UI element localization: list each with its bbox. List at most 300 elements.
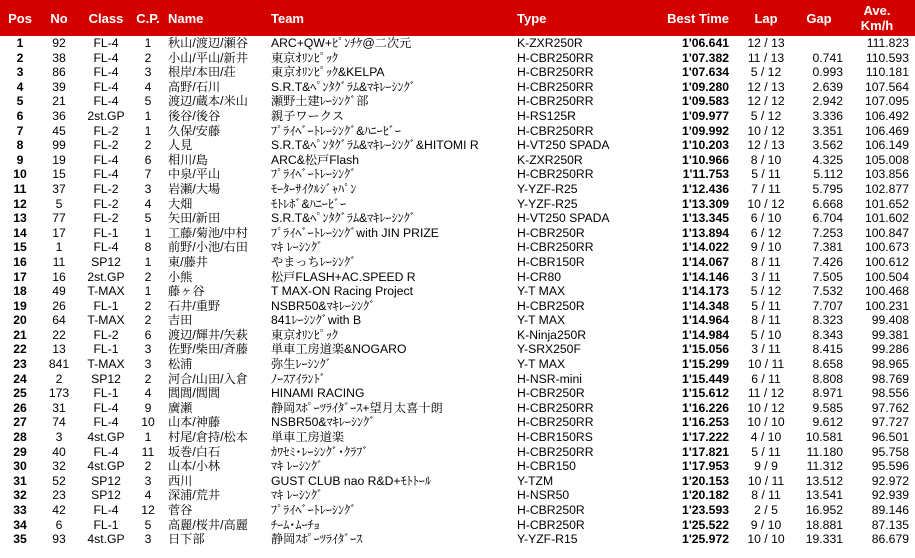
cell-class: SP12 <box>91 371 121 386</box>
cell-type: H-CBR150RS <box>517 430 593 445</box>
cell-gap: 7.426 <box>812 254 843 269</box>
cell-class: 4st.GP <box>87 532 125 547</box>
table-row <box>0 197 915 212</box>
cell-pos: 8 <box>16 138 24 153</box>
cell-class: FL-2 <box>93 138 119 153</box>
cell-no: 38 <box>52 50 66 65</box>
cell-best-time: 1'23.593 <box>682 503 729 517</box>
cell-pos: 24 <box>13 371 27 386</box>
header-ave-speed <box>845 0 915 36</box>
cell-gap: 10.581 <box>805 430 843 445</box>
cell-cp: 3 <box>144 473 152 488</box>
cell-no: 52 <box>52 473 66 488</box>
table-row <box>0 182 915 197</box>
cell-type: H-CBR250RR <box>517 123 594 138</box>
cell-ave-speed: 96.501 <box>871 430 909 445</box>
cell-best-time: 1'15.056 <box>682 342 729 357</box>
table-row <box>0 51 915 66</box>
cell-gap: 2.942 <box>812 94 843 109</box>
cell-pos: 23 <box>13 357 27 372</box>
cell-gap: 0.741 <box>812 50 843 65</box>
cell-gap: 8.343 <box>812 327 843 342</box>
cell-best-time: 1'07.382 <box>682 50 729 65</box>
cell-team: GUST CLUB nao R&D+ﾓﾄﾄｰﾙ <box>271 473 431 488</box>
cell-name: 秋山/渡辺/瀬谷 <box>168 36 248 50</box>
table-row <box>0 532 915 547</box>
cell-best-time: 1'15.612 <box>682 386 729 401</box>
cell-team: 単車工房道楽&NOGARO <box>271 342 407 357</box>
table-row <box>0 372 915 387</box>
cell-no: 3 <box>55 430 63 445</box>
table-row <box>0 284 915 299</box>
cell-lap: 8 / 11 <box>751 313 781 328</box>
cell-team: ﾓｰﾀｰｻｲｸﾙｼﾞｬﾊﾟﾝ <box>271 181 357 196</box>
cell-type: K-ZXR250R <box>517 36 583 50</box>
cell-no: 19 <box>52 152 66 167</box>
cell-lap: 12 / 12 <box>747 94 785 109</box>
cell-gap: 8.658 <box>812 357 843 372</box>
cell-team: ﾏｷ ﾚｰｼﾝｸﾞ <box>271 459 324 474</box>
cell-ave-speed: 106.149 <box>864 138 909 153</box>
cell-pos: 21 <box>13 327 27 342</box>
cell-class: FL-1 <box>93 386 119 401</box>
cell-pos: 14 <box>13 225 27 240</box>
table-row <box>0 153 915 168</box>
cell-type: H-CBR250RR <box>517 65 594 80</box>
cell-pos: 16 <box>13 254 27 269</box>
cell-team: ARC&松戸Flash <box>271 152 360 167</box>
cell-class: FL-1 <box>93 517 119 532</box>
cell-class: 2st.GP <box>87 269 125 284</box>
cell-ave-speed: 87.135 <box>871 517 909 532</box>
cell-lap: 3 / 11 <box>751 269 781 284</box>
cell-team: 瀬野土建ﾚｰｼﾝｸﾞ部 <box>271 94 369 109</box>
cell-type: Y-TZM <box>517 473 554 488</box>
cell-name: 藤ヶ谷 <box>168 284 205 299</box>
cell-lap: 10 / 12 <box>747 123 785 138</box>
table-row <box>0 80 915 95</box>
cell-team: 親子ワークス <box>271 108 345 123</box>
cell-gap: 3.351 <box>812 123 843 138</box>
cell-gap: 13.541 <box>805 488 843 503</box>
cell-lap: 7 / 11 <box>751 181 781 196</box>
cell-gap: 6.668 <box>812 196 843 211</box>
cell-cp: 3 <box>144 65 152 80</box>
cell-class: FL-4 <box>93 240 119 255</box>
cell-cp: 4 <box>144 79 152 94</box>
cell-team: HINAMI RACING <box>271 386 365 401</box>
cell-lap: 6 / 11 <box>751 371 781 386</box>
cell-team: ﾁｰﾑ･ﾑｰﾁｮ <box>271 517 320 532</box>
cell-class: FL-2 <box>93 196 119 211</box>
cell-best-time: 1'25.522 <box>682 517 729 532</box>
cell-lap: 2 / 5 <box>754 503 778 517</box>
cell-class: 4st.GP <box>87 459 125 474</box>
table-row <box>0 474 915 489</box>
cell-class: FL-4 <box>93 400 119 415</box>
cell-team: ﾌﾟﾗｲﾍﾞｰﾄﾚｰｼﾝｸﾞ&ﾊﾆｰﾋﾞｰ <box>271 123 402 138</box>
cell-no: 32 <box>52 459 66 474</box>
cell-no: 5 <box>55 196 63 211</box>
cell-pos: 35 <box>13 532 27 547</box>
cell-best-time: 1'14.067 <box>682 254 729 269</box>
header-ave-line2: Km/h <box>860 18 894 33</box>
cell-name: 廣瀬 <box>168 400 193 415</box>
cell-type: H-CBR250RR <box>517 79 594 94</box>
cell-name: 工藤/菊池/中村 <box>168 225 248 240</box>
table-row <box>0 459 915 474</box>
cell-best-time: 1'07.634 <box>682 65 729 80</box>
table-row <box>0 211 915 226</box>
cell-type: H-CBR150 <box>517 459 576 474</box>
cell-lap: 10 / 12 <box>747 196 785 211</box>
cell-team: 東京ｵﾘﾝﾋﾟｯｸ <box>271 50 339 65</box>
cell-no: 74 <box>52 415 66 430</box>
cell-name: 小山/平山/新井 <box>168 50 248 65</box>
cell-lap: 5 / 12 <box>750 284 782 299</box>
cell-class: FL-4 <box>93 444 119 459</box>
cell-type: H-CBR150R <box>517 254 585 269</box>
cell-lap: 10 / 11 <box>747 357 785 372</box>
cell-lap: 4 / 10 <box>750 430 782 445</box>
cell-no: 39 <box>52 79 66 94</box>
cell-name: 佐野/柴田/斉藤 <box>168 342 248 357</box>
cell-class: FL-4 <box>93 36 119 50</box>
cell-team: ﾏｷ ﾚｰｼﾝｸﾞ <box>271 488 324 503</box>
cell-name: 河合/山田/入倉 <box>168 371 248 386</box>
cell-gap: 8.415 <box>812 342 843 357</box>
cell-ave-speed: 110.181 <box>865 65 909 80</box>
cell-pos: 29 <box>13 444 27 459</box>
cell-ave-speed: 103.856 <box>864 167 909 182</box>
cell-team: 静岡ｽﾎﾟｰﾂﾗｲﾀﾞｰｽ <box>271 532 363 547</box>
cell-best-time: 1'17.821 <box>682 444 729 459</box>
cell-class: FL-1 <box>93 225 119 240</box>
cell-ave-speed: 101.652 <box>864 196 909 211</box>
cell-class: FL-2 <box>93 327 119 342</box>
cell-lap: 10 / 12 <box>747 400 785 415</box>
cell-lap: 12 / 13 <box>747 36 785 50</box>
cell-type: Y-SRX250F <box>517 342 581 357</box>
cell-no: 37 <box>52 181 66 196</box>
cell-ave-speed: 107.095 <box>864 94 909 109</box>
cell-lap: 10 / 10 <box>747 415 785 430</box>
cell-cp: 1 <box>144 284 152 299</box>
cell-pos: 7 <box>16 123 24 138</box>
cell-no: 40 <box>52 444 66 459</box>
cell-pos: 15 <box>13 240 27 255</box>
cell-best-time: 1'15.299 <box>682 357 729 372</box>
cell-best-time: 1'20.182 <box>682 488 729 503</box>
cell-team: 単車工房道楽 <box>271 430 345 445</box>
cell-class: FL-1 <box>93 342 119 357</box>
header-pos: Pos <box>8 10 32 26</box>
table-body <box>0 36 915 547</box>
cell-cp: 3 <box>144 181 152 196</box>
cell-team: ﾓﾄﾚﾎﾞ&ﾊﾆｰﾋﾞｰ <box>271 196 347 211</box>
cell-team: ﾉｰｽｱｲﾗﾝﾄﾞ <box>271 371 326 386</box>
cell-lap: 8 / 11 <box>751 488 781 503</box>
cell-gap: 7.707 <box>812 298 843 313</box>
cell-pos: 26 <box>13 400 27 415</box>
cell-class: FL-4 <box>93 65 119 80</box>
cell-team: NSBR50&ﾏｷﾚｰｼﾝｸﾞ <box>271 415 376 430</box>
cell-pos: 12 <box>13 196 27 211</box>
cell-lap: 5 / 11 <box>751 298 781 313</box>
cell-ave-speed: 99.408 <box>871 313 909 328</box>
cell-team: ﾌﾟﾗｲﾍﾞｰﾄﾚｰｼﾝｸﾞ <box>271 503 357 517</box>
cell-class: SP12 <box>91 254 121 269</box>
table-row <box>0 313 915 328</box>
cell-name: 山本/小林 <box>168 459 221 474</box>
cell-no: 11 <box>52 254 66 269</box>
cell-lap: 6 / 10 <box>750 211 782 226</box>
cell-ave-speed: 98.556 <box>871 386 909 401</box>
cell-gap: 6.704 <box>812 211 843 226</box>
cell-name: 高野/石川 <box>168 79 221 94</box>
cell-cp: 5 <box>144 211 152 226</box>
cell-best-time: 1'20.153 <box>682 473 729 488</box>
cell-gap <box>795 36 845 51</box>
cell-cp: 4 <box>144 386 152 401</box>
cell-cp: 8 <box>144 240 152 255</box>
cell-pos: 27 <box>13 415 27 430</box>
cell-class: FL-2 <box>93 181 119 196</box>
cell-type: H-RS125R <box>517 108 576 123</box>
cell-ave-speed: 100.231 <box>864 298 909 313</box>
cell-cp: 5 <box>144 94 152 109</box>
header-name: Name <box>168 10 204 26</box>
cell-best-time: 1'13.345 <box>682 211 729 226</box>
cell-lap: 5 / 11 <box>751 167 781 182</box>
cell-team: ARC+QW+ﾋﾟﾝﾁｹ@二次元 <box>271 36 412 50</box>
cell-lap: 5 / 12 <box>750 65 782 80</box>
cell-best-time: 1'15.449 <box>682 371 729 386</box>
cell-type: Y-YZF-R15 <box>517 532 578 547</box>
cell-gap: 11.312 <box>806 459 843 474</box>
cell-cp: 11 <box>141 444 155 459</box>
cell-cp: 6 <box>144 327 152 342</box>
cell-pos: 19 <box>13 298 27 313</box>
cell-no: 45 <box>52 123 66 138</box>
table-header <box>0 0 915 36</box>
cell-pos: 17 <box>13 269 27 284</box>
cell-name: 村尾/倉持/松本 <box>168 430 248 445</box>
cell-pos: 30 <box>13 459 27 474</box>
cell-gap: 5.112 <box>813 167 843 182</box>
header-cp: C.P. <box>136 10 160 26</box>
cell-no: 26 <box>52 298 66 313</box>
cell-pos: 20 <box>13 313 27 328</box>
cell-lap: 11 / 13 <box>747 50 785 65</box>
cell-team: S.R.T&ﾍﾟﾝﾀｸﾞﾗﾑ&ﾏｷﾚｰｼﾝｸﾞ <box>271 79 416 94</box>
cell-ave-speed: 100.504 <box>864 269 909 284</box>
header-team: Team <box>271 10 304 26</box>
header-lap: Lap <box>754 10 778 26</box>
cell-name: 根岸/本田/荘 <box>168 65 236 80</box>
cell-lap: 3 / 11 <box>751 342 781 357</box>
cell-best-time: 1'14.146 <box>682 269 729 284</box>
cell-best-time: 1'09.992 <box>682 123 729 138</box>
cell-team: T MAX-ON Racing Project <box>271 284 414 299</box>
cell-name: 東/藤井 <box>168 254 208 269</box>
cell-name: 松浦 <box>168 357 193 372</box>
table-row <box>0 518 915 533</box>
cell-gap: 19.331 <box>805 532 843 547</box>
cell-ave-speed: 100.468 <box>864 284 909 299</box>
cell-gap: 9.585 <box>812 400 843 415</box>
cell-ave-speed: 97.727 <box>871 415 909 430</box>
cell-gap: 9.612 <box>812 415 843 430</box>
cell-ave-speed: 106.492 <box>864 108 909 123</box>
cell-ave-speed: 107.564 <box>864 79 909 94</box>
cell-name: 久保/安藤 <box>168 123 221 138</box>
cell-name: 前野/小池/右田 <box>168 240 248 255</box>
cell-best-time: 1'11.753 <box>682 167 729 182</box>
cell-no: 42 <box>52 503 66 517</box>
cell-ave-speed: 92.972 <box>871 473 909 488</box>
cell-type: H-CBR250R <box>517 386 585 401</box>
cell-lap: 5 / 12 <box>750 108 782 123</box>
cell-lap: 5 / 11 <box>751 444 781 459</box>
table-row <box>0 240 915 255</box>
table-row <box>0 430 915 445</box>
cell-type: K-ZXR250R <box>517 152 583 167</box>
cell-name: 菅谷 <box>168 503 193 517</box>
table-row <box>0 386 915 401</box>
header-gap: Gap <box>806 10 832 26</box>
cell-type: H-CR80 <box>517 269 562 284</box>
cell-best-time: 1'10.966 <box>682 152 729 167</box>
cell-no: 31 <box>52 400 66 415</box>
cell-ave-speed: 99.381 <box>871 327 909 342</box>
table-row <box>0 167 915 182</box>
cell-type: Y-YZF-R25 <box>517 181 578 196</box>
cell-ave-speed: 86.679 <box>871 532 909 547</box>
cell-gap: 7.505 <box>812 269 843 284</box>
cell-lap: 10 / 11 <box>747 473 785 488</box>
cell-best-time: 1'17.953 <box>682 459 729 474</box>
cell-cp: 10 <box>141 415 155 430</box>
cell-ave-speed: 101.602 <box>864 211 909 226</box>
cell-cp: 2 <box>144 371 152 386</box>
cell-name: 深浦/荒井 <box>168 488 221 503</box>
cell-type: Y-T MAX <box>517 357 566 372</box>
cell-pos: 6 <box>16 108 24 123</box>
cell-class: FL-4 <box>93 167 119 182</box>
cell-type: H-CBR250R <box>517 503 585 517</box>
cell-name: 人見 <box>168 138 193 153</box>
cell-best-time: 1'14.984 <box>682 327 729 342</box>
cell-gap: 11.180 <box>806 444 843 459</box>
cell-cp: 2 <box>144 313 152 328</box>
cell-class: FL-1 <box>93 298 119 313</box>
cell-best-time: 1'14.022 <box>682 240 729 255</box>
cell-class: T-MAX <box>87 313 125 328</box>
cell-ave-speed: 105.008 <box>864 152 909 167</box>
table-row <box>0 65 915 80</box>
cell-cp: 9 <box>144 400 152 415</box>
cell-ave-speed: 100.847 <box>864 225 909 240</box>
cell-pos: 22 <box>13 342 27 357</box>
cell-lap: 5 / 10 <box>750 327 782 342</box>
cell-gap: 7.532 <box>812 284 843 299</box>
cell-gap: 0.993 <box>812 65 843 80</box>
cell-type: H-CBR250RR <box>517 400 594 415</box>
cell-team: ｶﾜｾﾐ･ﾚｰｼﾝｸﾞ･ｸﾗﾌﾞ <box>271 444 369 459</box>
cell-no: 93 <box>52 532 66 547</box>
cell-cp: 2 <box>144 269 152 284</box>
cell-gap: 4.325 <box>812 152 843 167</box>
cell-lap: 9 / 10 <box>750 240 782 255</box>
cell-best-time: 1'10.203 <box>682 138 729 153</box>
cell-no: 1 <box>55 240 63 255</box>
cell-cp: 2 <box>144 298 152 313</box>
cell-ave-speed: 97.762 <box>871 400 909 415</box>
cell-lap: 6 / 12 <box>750 225 782 240</box>
table-row <box>0 415 915 430</box>
cell-class: 4st.GP <box>87 430 125 445</box>
cell-type: H-NSR50 <box>517 488 570 503</box>
cell-lap: 12 / 13 <box>747 138 785 153</box>
cell-no: 16 <box>52 269 66 284</box>
cell-type: Y-T MAX <box>517 284 566 299</box>
cell-cp: 7 <box>144 167 152 182</box>
table-row <box>0 401 915 416</box>
cell-name: 渡辺/蔵本/米山 <box>168 94 248 109</box>
cell-gap: 8.808 <box>812 371 843 386</box>
cell-pos: 25 <box>13 386 27 401</box>
cell-pos: 3 <box>16 65 24 80</box>
cell-type: H-CBR250RR <box>517 240 594 255</box>
cell-best-time: 1'14.964 <box>682 313 729 328</box>
cell-ave-speed: 111.823 <box>866 36 909 50</box>
cell-type: Y-YZF-R25 <box>517 196 578 211</box>
table-row <box>0 138 915 153</box>
cell-pos: 31 <box>13 473 27 488</box>
cell-cp: 3 <box>144 342 152 357</box>
cell-team: 東京ｵﾘﾝﾋﾟｯｸ <box>271 327 339 342</box>
cell-class: 2st.GP <box>87 108 125 123</box>
cell-name: 西川 <box>168 473 193 488</box>
cell-ave-speed: 98.965 <box>871 357 909 372</box>
cell-no: 173 <box>48 386 70 401</box>
table-row <box>0 488 915 503</box>
cell-gap: 3.562 <box>812 138 843 153</box>
cell-best-time: 1'13.309 <box>682 196 729 211</box>
cell-type: H-CBR250R <box>517 298 585 313</box>
cell-best-time: 1'14.173 <box>682 284 729 299</box>
cell-class: T-MAX <box>87 357 125 372</box>
cell-no: 841 <box>48 357 70 372</box>
cell-team: ﾌﾟﾗｲﾍﾞｰﾄﾚｰｼﾝｸﾞwith JIN PRIZE <box>271 225 439 240</box>
header-best-time: Best Time <box>667 10 729 26</box>
header-ave-line1: Ave. <box>863 3 891 18</box>
cell-type: H-CBR250RR <box>517 94 594 109</box>
cell-best-time: 1'16.253 <box>682 415 729 430</box>
cell-no: 92 <box>52 36 66 50</box>
cell-type: H-CBR250RR <box>517 415 594 430</box>
table-row <box>0 255 915 270</box>
cell-name: 小熊 <box>168 269 193 284</box>
cell-team: ﾌﾟﾗｲﾍﾞｰﾄﾚｰｼﾝｸﾞ <box>271 167 357 182</box>
table-row <box>0 299 915 314</box>
cell-gap: 3.336 <box>812 108 843 123</box>
cell-ave-speed: 89.146 <box>871 503 909 517</box>
table-row <box>0 124 915 139</box>
cell-name: 後谷/後谷 <box>168 108 221 123</box>
cell-cp: 4 <box>144 488 152 503</box>
